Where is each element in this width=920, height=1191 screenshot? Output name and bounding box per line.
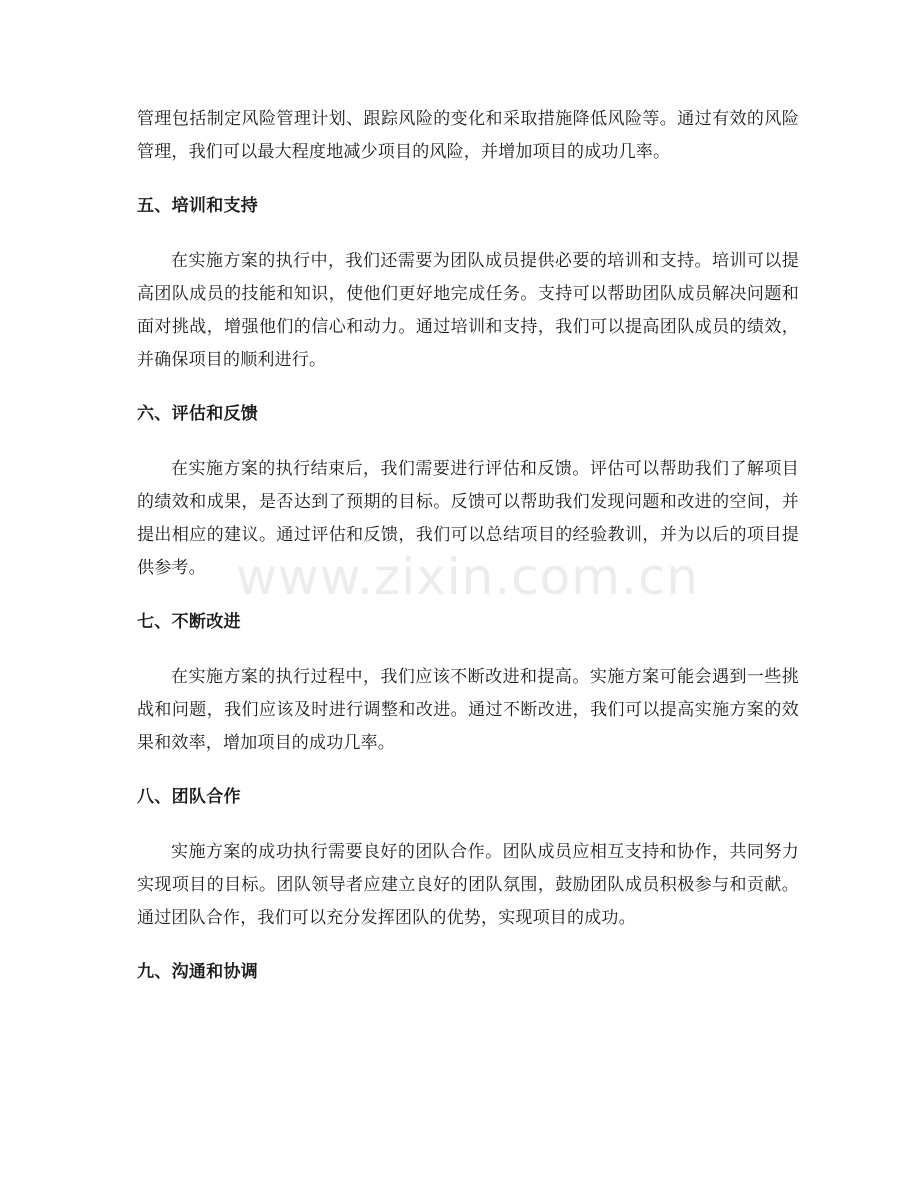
paragraph-evaluation-feedback: 在实施方案的执行结束后，我们需要进行评估和反馈。评估可以帮助我们了解项目的绩效和成果，是否达到了预期的目标。反馈可以帮助我们发现问题和改进的空间，并提出相应的建议。通过评估和反馈，我们可以总结项目的经验教训，并为以后的项目提供参考。: [137, 459, 799, 578]
paragraph-training-support: 在实施方案的执行中，我们还需要为团队成员提供必要的培训和支持。培训可以提高团队成员的技能和知识，使他们更好地完成任务。支持可以帮助团队成员解决问题和面对挑战，增强他们的信心和动力。通过培训和支持，我们可以提高团队成员的绩效，并确保项目的顺利进行。: [137, 251, 799, 370]
heading-training-support: 五、培训和支持: [137, 196, 259, 216]
watermark: www.zixin.com.cn: [236, 548, 700, 606]
paragraph-teamwork: 实施方案的成功执行需要良好的团队合作。团队成员应相互支持和协作，共同努力实现项目的目标。团队领导者应建立良好的团队氛围，鼓励团队成员积极参与和贡献。通过团队合作，我们可以充分发挥团队的优势，实现项目的成功。: [137, 842, 799, 928]
paragraph-continuous-improvement: 在实施方案的执行过程中，我们应该不断改进和提高。实施方案可能会遇到一些挑战和问题，我们应该及时进行调整和改进。通过不断改进，我们可以提高实施方案的效果和效率，增加项目的成功几率。: [137, 667, 799, 753]
heading-teamwork: 八、团队合作: [137, 787, 241, 807]
heading-evaluation-feedback: 六、评估和反馈: [137, 404, 259, 424]
heading-continuous-improvement: 七、不断改进: [137, 612, 241, 632]
document-body: [137, 103, 799, 989]
heading-communication-coordination: 九、沟通和协调: [137, 962, 259, 982]
paragraph-risk-management: 管理包括制定风险管理计划、跟踪风险的变化和采取措施降低风险等。通过有效的风险管理，我们可以最大程度地减少项目的风险，并增加项目的成功几率。: [137, 109, 799, 162]
